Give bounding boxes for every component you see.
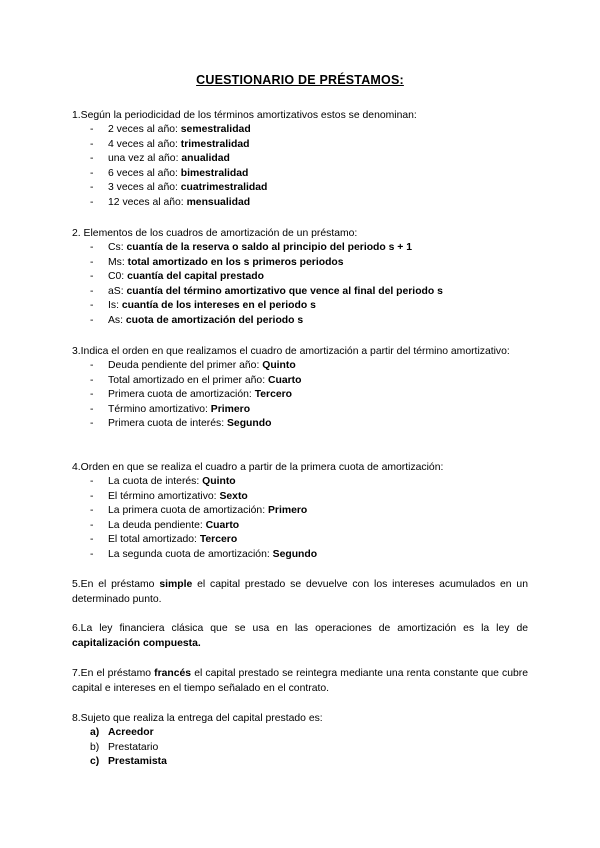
item-label: Total amortizado en el primer año:	[108, 374, 268, 386]
question-5	[72, 577, 528, 607]
option-text: Prestamista	[108, 756, 167, 768]
option-marker: a)	[90, 727, 100, 738]
question-6-text: 6.La ley financiera clásica que se usa en las operaciones de amortización es la ley de	[72, 623, 528, 634]
item-label: Primera cuota de interés:	[108, 418, 227, 430]
item-answer: Quinto	[202, 476, 236, 487]
list-item	[72, 548, 528, 563]
list-item	[72, 181, 528, 196]
item-answer: Cuarto	[205, 519, 240, 531]
item-label: Cs:	[108, 242, 127, 253]
question-6-answer: capitalización compuesta.	[72, 638, 201, 649]
item-answer: Primero	[210, 403, 251, 415]
list-item	[72, 167, 528, 182]
item-answer: trimestralidad	[180, 138, 250, 150]
item-label: La primera cuota de amortización:	[108, 505, 268, 517]
item-label: 12 veces al año:	[108, 196, 187, 208]
question-1-list	[72, 123, 528, 211]
list-item	[72, 417, 528, 432]
item-answer: semestralidad	[180, 124, 251, 135]
item-answer: Segundo	[272, 548, 318, 560]
list-item	[72, 374, 528, 389]
question-8	[72, 711, 528, 770]
question-4	[72, 460, 528, 563]
list-item	[72, 123, 528, 138]
question-3	[72, 344, 528, 432]
option-marker: c)	[90, 756, 100, 768]
item-label: una vez al año:	[108, 153, 182, 165]
list-item	[72, 196, 528, 211]
question-2-list	[72, 241, 528, 329]
question-5-text-start: 5.En el préstamo	[72, 579, 160, 590]
item-label: Término amortizativo:	[108, 403, 211, 415]
item-label: Is:	[108, 300, 122, 312]
item-answer: total amortizado en los s primeros periodos	[127, 256, 344, 268]
question-3-text: 3.Indica el orden en que realizamos el cuadro de amortización a partir del término amortizativo:	[72, 346, 510, 357]
question-5-text-end: el capital prestado se devuelve con los intereses acumulados en un determinado punto.	[72, 579, 528, 605]
question-6	[72, 621, 528, 651]
list-item	[72, 403, 528, 418]
list-item	[72, 314, 528, 329]
item-answer: cuantía de la reserva o saldo al principio del periodo s + 1	[126, 242, 413, 253]
question-3-list	[72, 359, 528, 432]
list-item	[72, 490, 528, 505]
page-title: CUESTIONARIO DE PRÉSTAMOS:	[196, 73, 404, 87]
item-label: Primera cuota de amortización:	[108, 389, 255, 401]
question-1	[72, 108, 528, 211]
list-item	[72, 388, 528, 403]
list-item	[72, 285, 528, 300]
item-label: 6 veces al año:	[108, 167, 181, 179]
option-marker: b)	[90, 741, 100, 753]
question-4-list	[72, 475, 528, 563]
item-label: As:	[108, 314, 126, 326]
item-answer: Primero	[267, 505, 308, 517]
question-7-text-start: 7.En el préstamo	[72, 668, 155, 679]
list-item	[72, 359, 528, 374]
item-label: C0:	[108, 271, 128, 283]
list-item	[72, 533, 528, 548]
item-answer: cuantía del capital prestado	[127, 271, 264, 283]
item-label: 2 veces al año:	[108, 124, 181, 135]
question-5-answer: simple	[159, 579, 193, 590]
item-label: 3 veces al año:	[108, 182, 181, 194]
question-4-text: 4.Orden en que se realiza el cuadro a partir de la primera cuota de amortización:	[72, 462, 444, 473]
question-2-text: 2. Elementos de los cuadros de amortización de un préstamo:	[72, 228, 358, 239]
question-8-text: 8.Sujeto que realiza la entrega del capital prestado es:	[72, 713, 323, 724]
option-text: Acreedor	[108, 727, 154, 738]
list-item	[72, 475, 528, 490]
question-1-text: 1.Según la periodicidad de los términos amortizativos estos se denominan:	[72, 110, 417, 121]
question-7	[72, 666, 528, 696]
item-label: El total amortizado:	[108, 534, 200, 546]
option-a	[72, 726, 528, 741]
item-answer: Tercero	[199, 534, 238, 546]
item-answer: anualidad	[181, 153, 230, 165]
item-label: La cuota de interés:	[108, 476, 203, 487]
option-c	[72, 755, 528, 770]
item-answer: cuantía del término amortizativo que vence al final del periodo s	[126, 285, 443, 297]
item-answer: cuatrimestralidad	[180, 182, 268, 194]
item-answer: cuota de amortización del periodo s	[125, 314, 304, 326]
question-7-answer: francés	[154, 668, 192, 679]
item-answer: Tercero	[254, 389, 293, 401]
item-answer: Sexto	[219, 490, 248, 502]
item-label: aS:	[108, 285, 127, 297]
question-7-text-end: el capital prestado se reintegra mediante una renta constante que cubre capital e intereses en el tiempo señalado en el contrato.	[72, 668, 528, 694]
item-answer: mensualidad	[186, 196, 251, 208]
item-label: La deuda pendiente:	[108, 519, 206, 531]
item-label: La segunda cuota de amortización:	[108, 548, 273, 560]
list-item	[72, 241, 528, 256]
list-item	[72, 138, 528, 153]
list-item	[72, 299, 528, 314]
item-answer: Cuarto	[267, 374, 302, 386]
question-2	[72, 226, 528, 329]
list-item	[72, 504, 528, 519]
item-label: El término amortizativo:	[108, 490, 220, 502]
option-text: Prestatario	[108, 741, 159, 753]
item-label: Deuda pendiente del primer año:	[108, 360, 263, 371]
question-8-options	[72, 726, 528, 770]
item-answer: bimestralidad	[180, 167, 249, 179]
item-answer: Quinto	[262, 360, 296, 371]
list-item	[72, 270, 528, 285]
item-label: Ms:	[108, 256, 128, 268]
option-b	[72, 741, 528, 756]
item-answer: Segundo	[226, 418, 272, 430]
item-answer: cuantía de los intereses en el periodo s	[121, 300, 316, 312]
list-item	[72, 152, 528, 167]
list-item	[72, 256, 528, 271]
item-label: 4 veces al año:	[108, 138, 181, 150]
list-item	[72, 519, 528, 534]
